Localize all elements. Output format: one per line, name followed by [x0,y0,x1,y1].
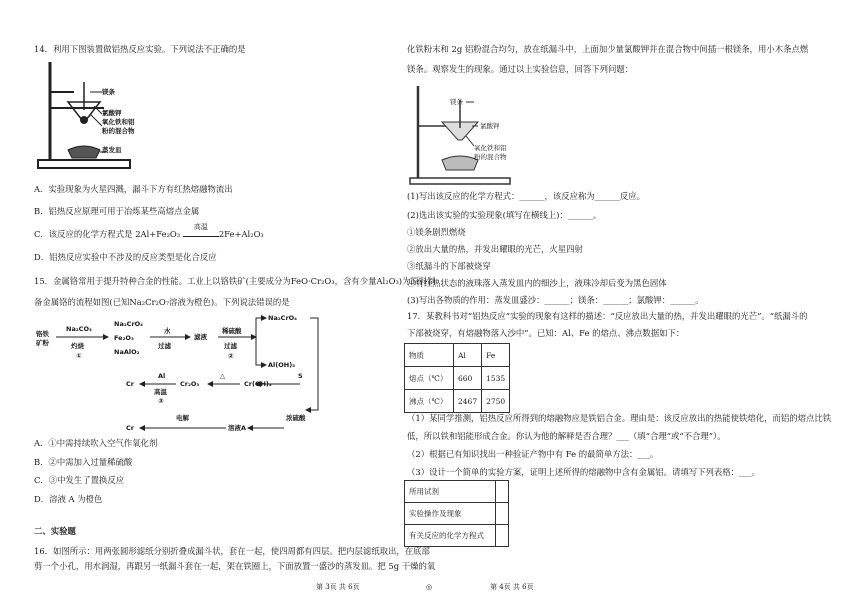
table-cell: 所用试剂 [405,481,496,503]
q14-option-a: A．实验现象为火星四溅，漏斗下方有红热熔融物流出 [34,184,233,194]
table-cell: 1535 [482,367,510,390]
table-row [405,503,509,525]
flow-cr-2: Cr [126,424,134,432]
flow-cr-1: Cr [126,380,134,388]
q17-stem-line1: 17．某教科书对“铝热反应”实验的现象有这样的描述：“反应放出大量的热，并发出耀眼的光芒”。“纸漏斗的 [407,311,808,321]
footer-page-left: 第 3页 共 6页 [316,583,360,591]
fig2-label-mix1: 氧化铁和铝 [474,144,507,152]
table-cell: 2467 [454,390,482,413]
q15-option-b: B．②中需加入过量稀硫酸 [34,457,133,467]
q15-stem-line1: 15．金属铬常用于提升特种合金的性能。工业上以铬铁矿(主要成分为FeO·Cr₂O₃，含有少量Al₂O₃)为原料制 [34,276,436,286]
flow-cond-electrolysis: 电解 [176,414,189,422]
flow-ore-2: 矿粉 [36,339,49,347]
q17-sub1-line1: （1）某同学推测，铝热反应所得到的熔融物应是铁铝合金。理由是：该反应放出的热能使铁熔化，而铝的熔点比铁 [407,413,832,423]
flow-filtrate: 滤液 [194,333,207,341]
table-cell: 660 [454,367,482,390]
q16-sub2: (2)选出该实验的实验现象(填写在横线上)：______。 [407,210,602,220]
flow-cr2o3: Cr₂O₃ [180,380,200,388]
flow-cond-filter-2: 过滤 [224,342,237,350]
flow-conc-h2so4: 浓硫酸 [286,414,306,422]
q14-option-b: B．铝热反应原理可用于冶炼某些高熔点金属 [34,206,200,216]
footer-divider-icon: ◎ [426,583,433,591]
table-header-cell: Fe [482,344,510,367]
q16-line1: 16．如图所示：用两张圆形滤纸分别折叠成漏斗状，套在一起，使四周都有四层。把内层滤纸取出，在底部 [34,546,430,556]
fig-label-kclo3: 氯酸钾 [102,109,122,117]
flow-prod-na2cro4: Na₂CrO₄ [114,320,144,328]
flow-croh3: Cr(OH)₃ [244,380,272,388]
q16-apparatus-figure [408,82,528,188]
fig2-label-kclo3: 氯酸钾 [480,122,500,130]
flow-reagent-al: Al [158,372,166,380]
q17-sub2: （2）根据已有知识找出一种验证产物中有 Fe 的最简单方法：___。 [407,449,659,459]
table-row [405,525,509,547]
flow-cond-high-temp: 高温 [154,388,167,396]
q16-sub1: (1)写出该反应的化学方程式：______，该反应称为______反应。 [407,191,645,201]
flow-step-3: ③ [158,397,164,405]
flow-final-na2cro4: Na₂CrO₄ [268,314,298,322]
flow-reagent-s: S [298,372,303,380]
table-cell: 沸点（℃） [405,390,454,413]
flow-reagent-water: 水 [164,327,171,335]
flow-reagent-na2co3: Na₂CO₃ [66,325,92,333]
q14-option-d: D．铝热反应实验中不涉及的反应类型是化合反应 [34,252,217,262]
fig2-label-mg: 镁条 [450,98,463,106]
fig-label-mix2: 粉的混合物 [102,127,135,135]
flow-cond-heat: △ [220,372,225,380]
fig-label-mg: 镁条 [102,88,115,96]
q16-cont-line2: 镁条。观察发生的现象。通过以上实验信息，回答下列问题： [407,64,634,74]
table-row [405,481,509,503]
q17-sub3: （3）设计一个简单的实验方案，证明上述所得的熔融物中含有金属铝。请填写下列表格：___。 [407,467,760,477]
flow-cond-roast: 灼烧 [71,342,84,350]
experiment-design-table [404,480,509,547]
flow-ore-1: 铬铁 [36,330,49,338]
q14-stem: 14．利用下图装置做铝热反应实验。下列说法不正确的是 [34,44,246,54]
melting-boiling-table [404,343,510,413]
table-cell: 实验操作及现象 [405,503,496,525]
flow-prod-naalo2: NaAlO₂ [114,348,140,356]
fig-label-dish: 蒸发皿 [102,146,122,154]
q15-option-c: C．③中发生了置换反应 [34,475,125,485]
q16-line2: 剪一个小孔，用水润湿，再跟另一纸漏斗套在一起，架在铁圈上，下面放置一盛沙的蒸发皿。把 5g 干燥的氧 [34,561,436,571]
table-header-row [405,344,510,367]
q16-choice-3: ③纸漏斗的下部被烧穿 [407,261,491,271]
fig2-label-mix2: 粉的混合物 [474,153,507,161]
flow-final-aloh3: Al(OH)₃ [268,361,296,369]
table-header-cell: 物质 [405,344,454,367]
flow-reagent-h2so4-dilute: 稀硫酸 [222,327,242,335]
table-header-cell: Al [454,344,482,367]
q16-choice-1: ①镁条剧烈燃烧 [407,227,466,237]
q14-option-c: C．该反应的化学方程式是 2Al+Fe₂O₃ 高温 2Fe+Al₂O₃ [34,223,264,239]
flow-cond-filter-1: 过滤 [158,342,171,350]
fig-label-mix1: 氧化铁和铝 [102,118,135,126]
q15-option-a: A．①中需持续吹入空气作氧化剂 [34,438,158,448]
answer-cell[interactable] [496,525,509,547]
flow-step-1: ① [76,352,82,360]
q17-stem-line2: 下部被烧穿，有熔融物落入沙中”。已知：Al、Fe 的熔点、沸点数据如下： [407,328,685,338]
q16-choice-2: ②放出大量的热，并发出耀眼的光芒，火星四射 [407,244,583,254]
q17-sub1-line2: 低，所以铁和铝能形成合金。你认为他的解释是否合理？___（填“合理”或“不合理”）。 [407,431,726,441]
q15-option-d: D．溶液 A 为橙色 [34,494,103,504]
table-cell: 有关反应的化学方程式 [405,525,496,547]
table-cell: 2750 [482,390,510,413]
flow-solution-a: 溶液A [228,424,247,432]
section-title: 二、实验题 [34,526,76,536]
answer-cell[interactable] [496,481,509,503]
table-cell: 熔点（℃） [405,367,454,390]
flow-step-2: ② [228,352,234,360]
footer-page-right: 第 4页 共 6页 [490,583,534,591]
flow-prod-fe2o3: Fe₂O₃ [114,334,134,342]
q16-sub3: (3)写出各物质的作用：蒸发皿盛沙：______；镁条：______；氯酸钾：______。 [407,295,704,305]
q16-cont-line1: 化铁粉末和 2g 铝粉混合均匀，放在纸漏斗中，上面加少量氯酸钾并在混合物中间插一根镁条，用小木条点燃 [407,44,809,54]
q16-choice-4: ④有红热状态的液珠落入蒸发皿内的细沙上，液珠冷却后变为黑色固体 [407,278,667,288]
table-row [405,367,510,390]
q15-stem-line2: 备金属铬的流程如图(已知Na₂Cr₂O₇溶液为橙色)。下列说法错误的是 [34,297,290,307]
answer-cell[interactable] [496,503,509,525]
table-row [405,390,510,413]
